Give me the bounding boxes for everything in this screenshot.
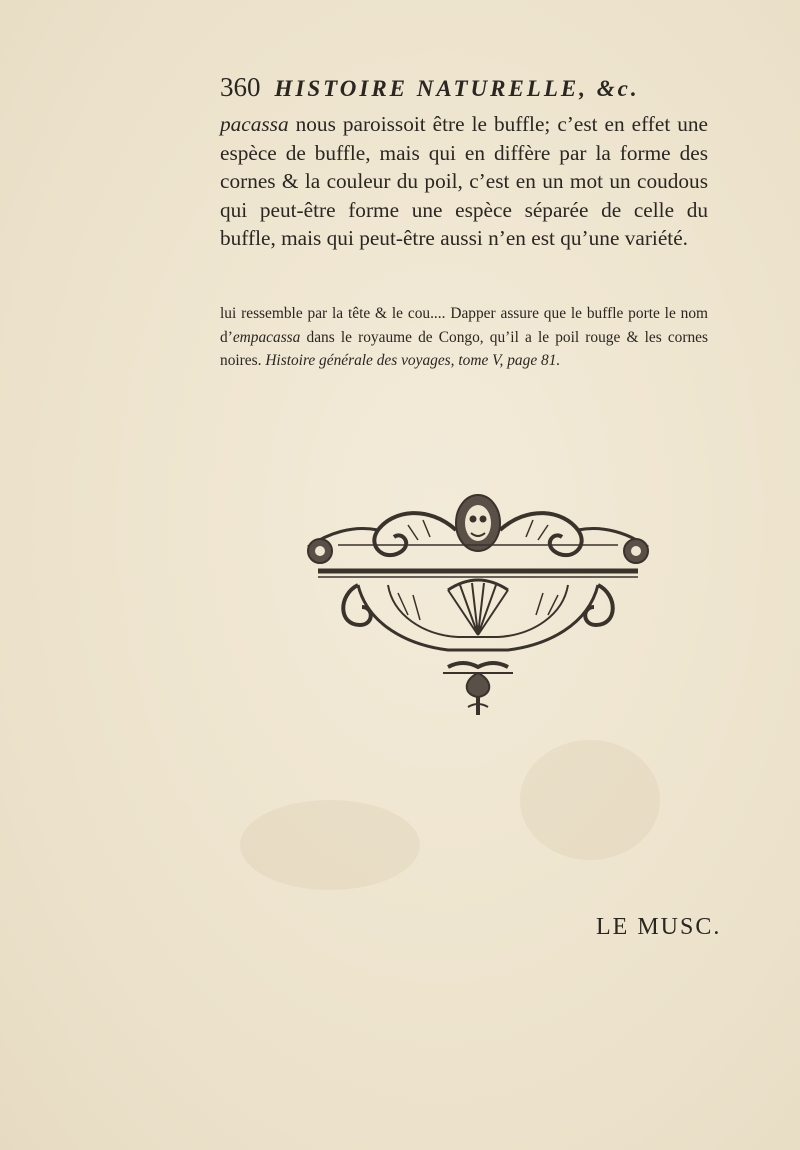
running-title: HISTOIRE NATURELLE, &c. xyxy=(274,76,640,101)
tailpiece-vignette-icon xyxy=(298,485,658,717)
footnote-italic-word: empacassa xyxy=(232,328,301,346)
catchword: LE MUSC. xyxy=(596,914,722,940)
page-header xyxy=(220,72,690,112)
paper-stain xyxy=(240,800,420,890)
body-paragraph xyxy=(220,110,708,253)
page-number: 360 xyxy=(220,72,261,102)
body-text-run: nous paroissoit être le buffle; c’est en effet une espèce de buffle, mais qui en diffère par la forme des cornes & la couleur du poil, c’est en un mot un coudous qui peut-être forme une espèce séparée de celle du buffle, mais qui peut-être aussi n’en est qu’une variété. xyxy=(220,112,708,251)
body-italic-word: pacassa xyxy=(220,112,289,136)
footnote xyxy=(220,302,708,373)
paper-stain xyxy=(520,740,660,860)
footnote-text-run: dans le royaume de Congo, qu’il a le poil rouge & les cornes noires. xyxy=(220,328,708,369)
footnote-citation: Histoire générale des voyages, tome V, page 81. xyxy=(265,352,561,369)
footnote-text-run: lui ressemble par la tête & le cou.... Dapper assure que le buffle porte le nom d’ xyxy=(220,305,708,346)
